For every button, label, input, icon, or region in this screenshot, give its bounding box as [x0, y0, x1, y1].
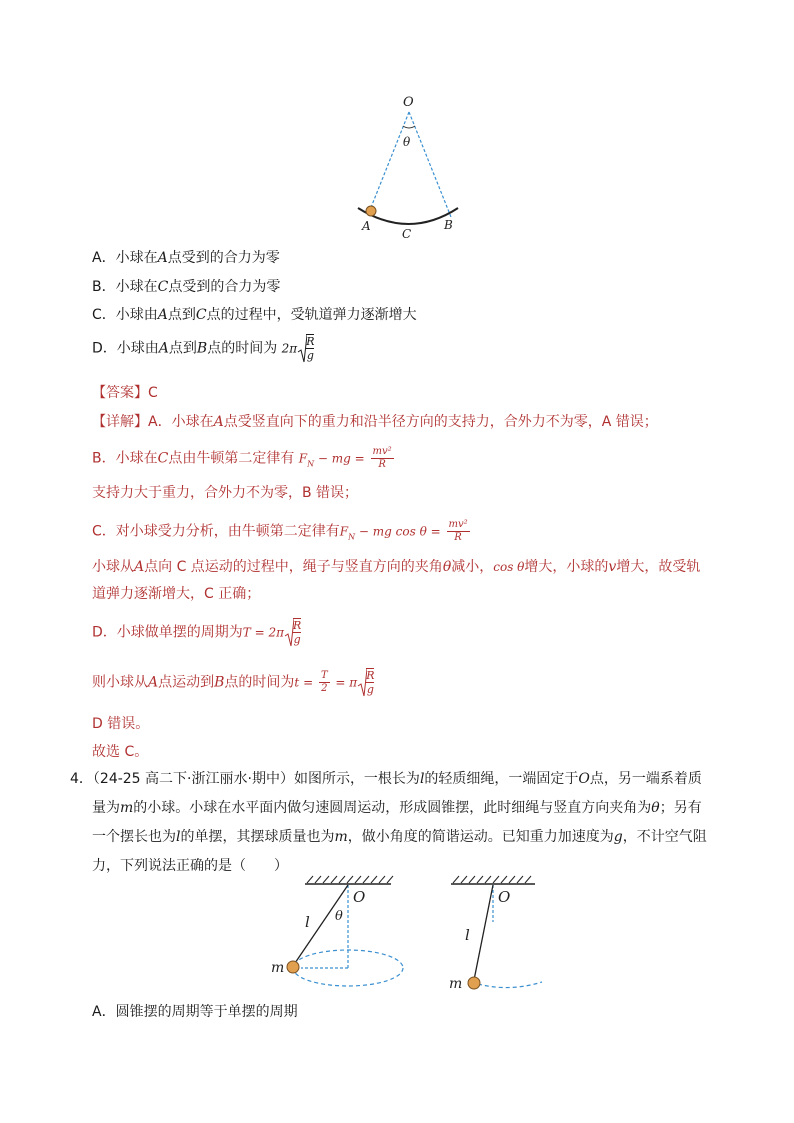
question-4-line-2: 量为m的小球。小球在水平面内做匀速圆周运动，形成圆锥摆，此时细绳与竖直方向夹角为θ；另有 [92, 800, 702, 816]
detail-line-4: C．对小球受力分析，由牛顿第二定律有$F_N$ − mg cos θ = $\frac{\text{mv²}}{R}$ [92, 519, 468, 543]
detail-line-8: 则小球从A点运动到B点的时间为t = $\frac{T}{2}$ = π $\frac{R}{g}$ [92, 669, 375, 696]
detail-line-7: D．小球做单摆的周期为T = 2π $\frac{R}{g}$ [92, 619, 302, 646]
detail-line-5: 小球从A点向 C 点运动的过程中，绳子与竖直方向的夹角θ减小，cos θ增大，小球的v增大，故受轨 [92, 559, 701, 575]
option-A: A．小球在A点受到的合力为零 [92, 250, 280, 266]
label-m-right: m [449, 976, 463, 992]
question-4-line-1: 4．（24-25 高二下·浙江丽水·期中）如图所示，一根长为l的轻质细绳，一端固定于O点，另一端系着质 [70, 771, 702, 787]
label-m-left: m [271, 960, 285, 976]
detail-line-3: 支持力大于重力，合外力不为零，B 错误； [92, 485, 359, 501]
option-D: D．小球由A点到B点的时间为 2π $\frac{R}{g}$ [92, 335, 315, 362]
question-4-line-4: 力，下列说法正确的是（ ） [92, 858, 288, 874]
label-O: O [403, 95, 414, 110]
ball-icon [468, 977, 480, 989]
detail-line-2: B．小球在C点由牛顿第二定律有 $F_N$ − mg = $\frac{\text{mv²}}{R}$ [92, 446, 392, 470]
label-theta: θ [403, 135, 411, 149]
detail-line-1: 【详解】A．小球在A点受竖直向下的重力和沿半径方向的支持力，合外力不为零，A 错误； [92, 414, 658, 430]
label-O-right: O [498, 888, 511, 906]
question-4-line-3: 一个摆长也为l的单摆，其摆球质量也为m，做小角度的简谐运动。已知重力加速度为g，不计空气阻 [92, 829, 707, 845]
label-A: A [362, 219, 371, 233]
label-C: C [402, 227, 412, 240]
label-O-left: O [353, 888, 366, 906]
answer-line: 【答案】C [92, 385, 158, 401]
label-l-left: l [305, 913, 310, 931]
detail-line-6: 道弹力逐渐增大，C 正确； [92, 586, 261, 602]
option-B: B．小球在C点受到的合力为零 [92, 279, 281, 295]
ball-icon [366, 206, 376, 216]
option-C: C．小球由A点到C点的过程中，受轨道弹力逐渐增大 [92, 307, 417, 323]
label-B: B [444, 218, 453, 232]
detail-line-10: 故选 C。 [92, 744, 149, 760]
label-theta-left: θ [335, 909, 343, 924]
question-4-option-A: A．圆锥摆的周期等于单摆的周期 [92, 1004, 298, 1020]
figure-arc-pendulum [340, 90, 480, 240]
figure-pendulums [265, 872, 555, 1000]
label-l-right: l [465, 926, 470, 944]
detail-line-9: D 错误。 [92, 716, 150, 732]
ball-icon [287, 961, 299, 973]
